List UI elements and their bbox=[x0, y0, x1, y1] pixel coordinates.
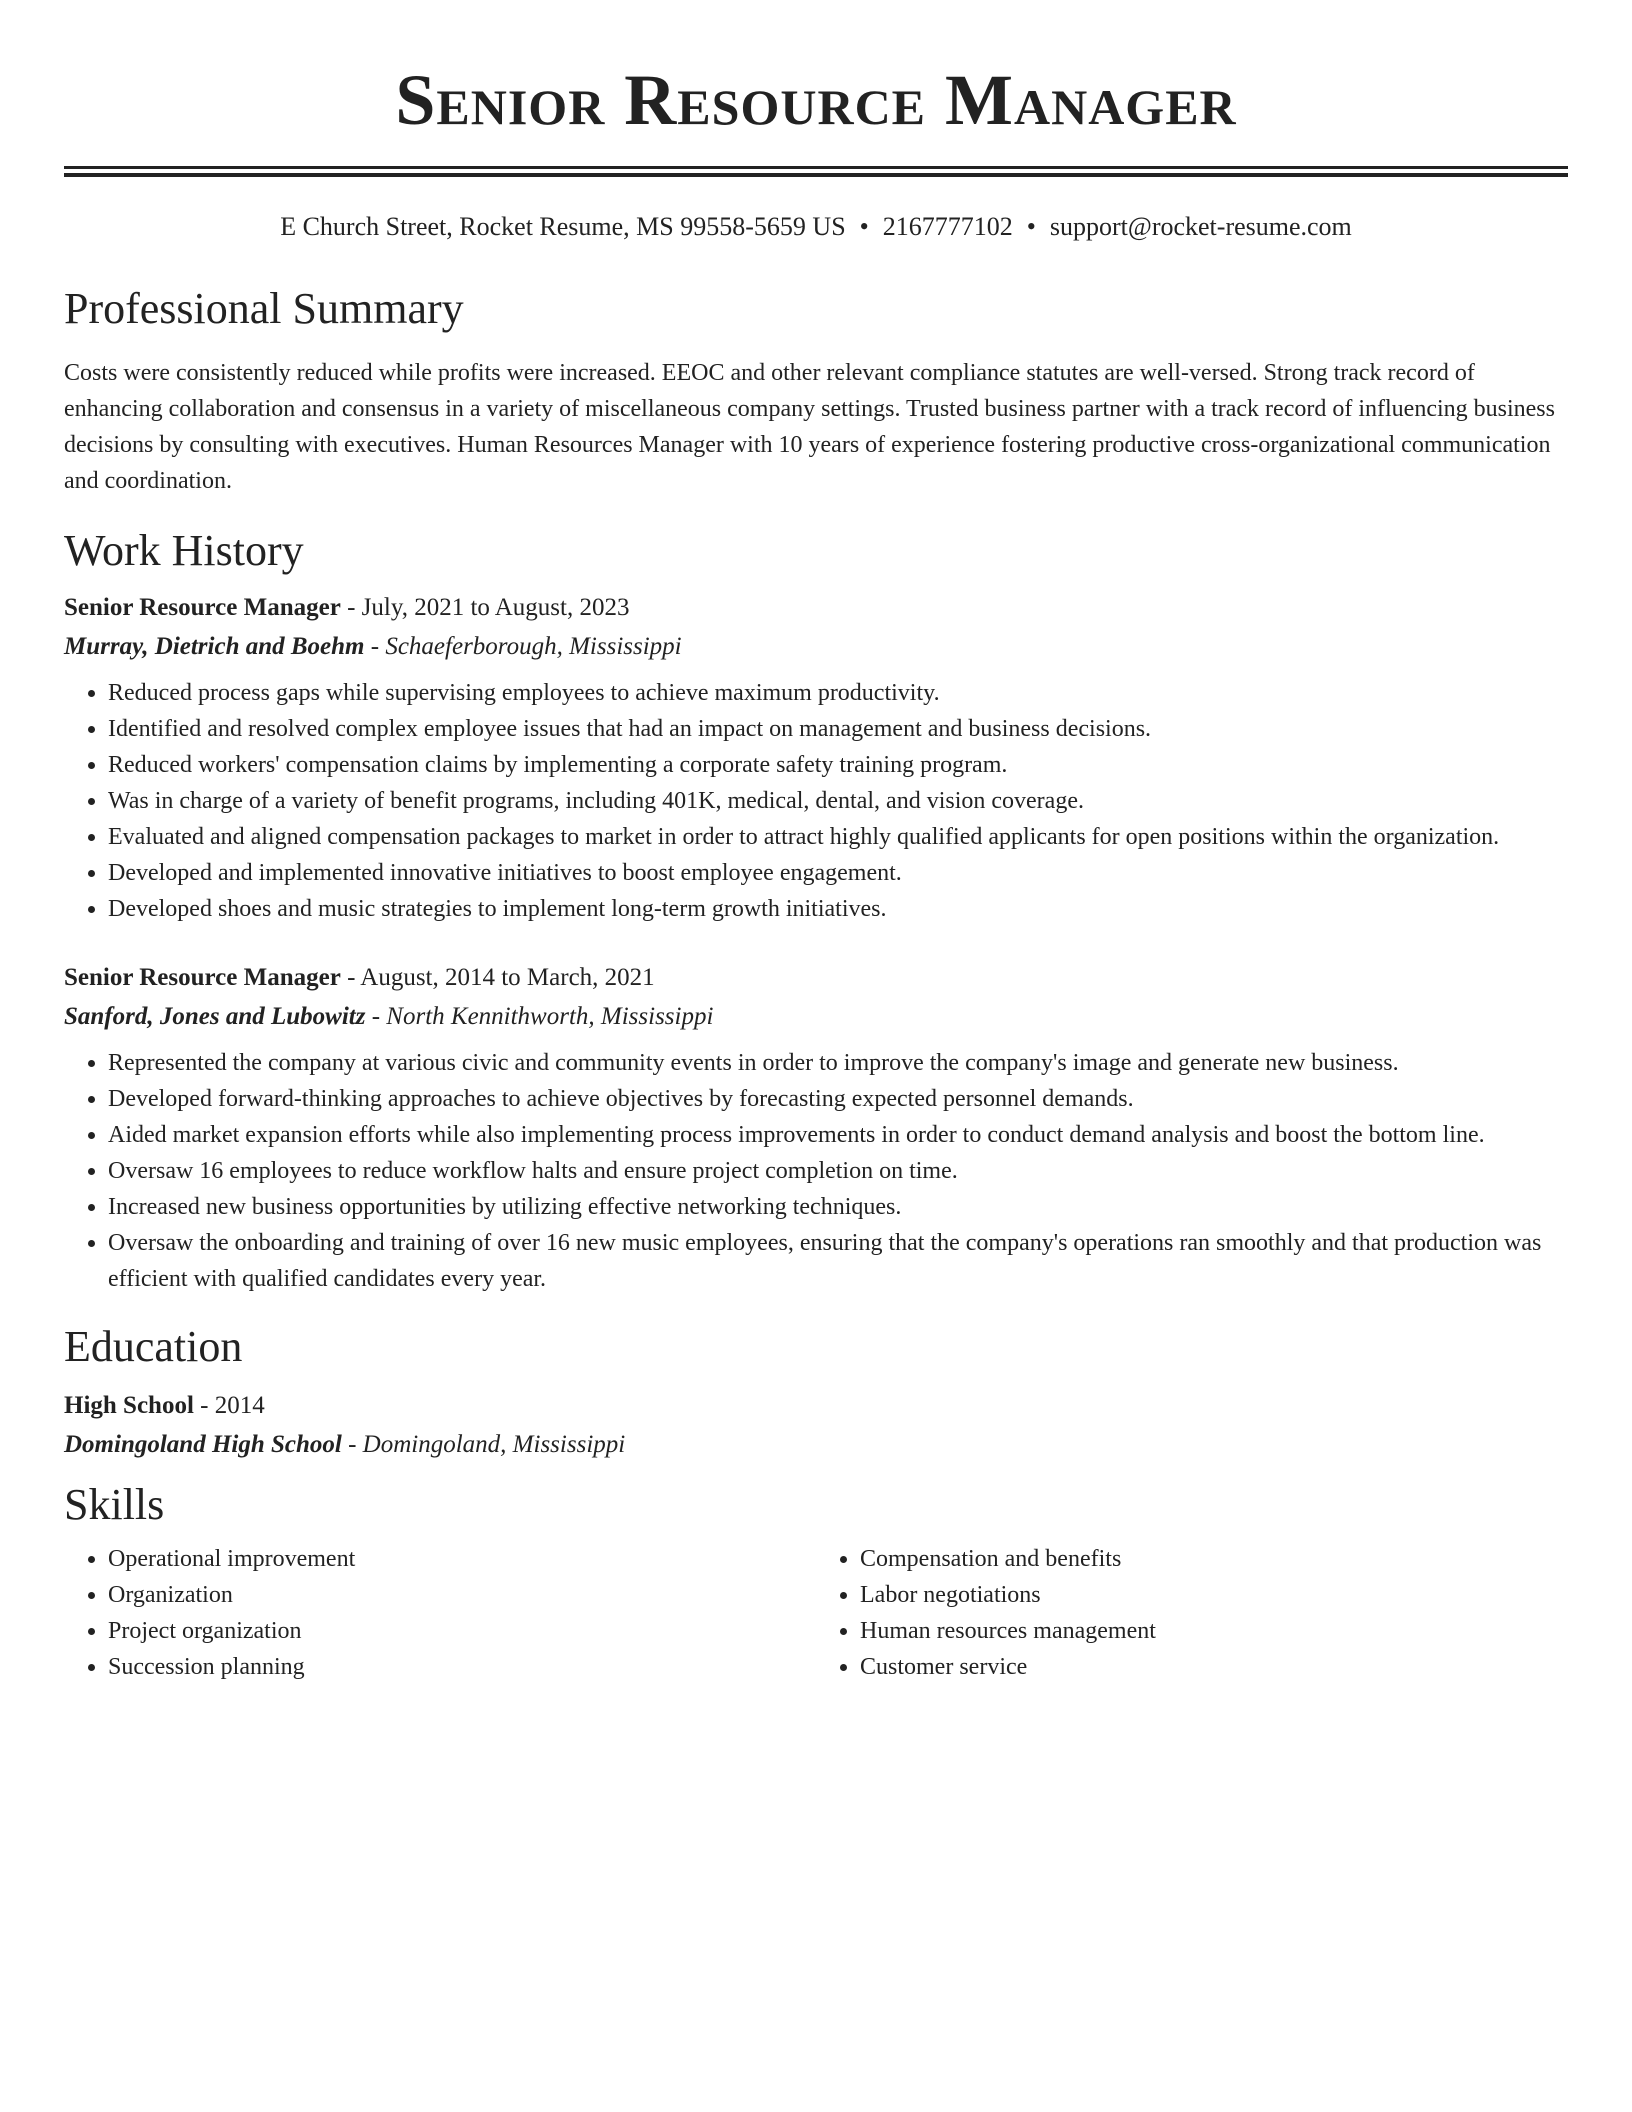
skills-section-title: Skills bbox=[64, 1480, 165, 1529]
job-bullet: • Developed forward-thinking approaches to achieve objectives by forecasting expected personnel demands. bbox=[108, 1081, 1568, 1117]
skill-item: • Human resources management bbox=[860, 1613, 1568, 1649]
job-bullet-list bbox=[64, 1045, 1568, 1297]
summary-section-title: Professional Summary bbox=[64, 284, 464, 333]
skill-item: • Operational improvement bbox=[108, 1541, 816, 1577]
contact-separator: • bbox=[1026, 212, 1036, 241]
job-bullet: • Identified and resolved complex employee issues that had an impact on management and business decisions. bbox=[108, 711, 1568, 747]
job-bullet: • Oversaw the onboarding and training of over 16 new music employees, ensuring that the company's operations ran smoothly and that production was efficient with qualified candidates every year. bbox=[108, 1225, 1568, 1297]
contact-separator: • bbox=[859, 212, 869, 241]
job-entry bbox=[64, 589, 1568, 927]
job-bullet: • Developed shoes and music strategies to implement long-term growth initiatives. bbox=[108, 891, 1568, 927]
header-divider bbox=[64, 166, 1568, 177]
education-entry bbox=[64, 1387, 1568, 1465]
job-bullet: • Evaluated and aligned compensation packages to market in order to attract highly qualified applicants for open positions within the organization. bbox=[108, 819, 1568, 855]
work-history-section-title: Work History bbox=[64, 526, 304, 575]
skill-item: • Compensation and benefits bbox=[860, 1541, 1568, 1577]
job-company: Murray, Dietrich and Boehm bbox=[64, 633, 365, 660]
skill-item: • Project organization bbox=[108, 1613, 816, 1649]
job-bullet-list bbox=[64, 675, 1568, 927]
job-bullet: • Oversaw 16 employees to reduce workflow halts and ensure project completion on time. bbox=[108, 1153, 1568, 1189]
education-location: - Domingoland, Mississippi bbox=[341, 1431, 626, 1458]
job-dates: - August, 2014 to March, 2021 bbox=[340, 964, 655, 991]
job-role: Senior Resource Manager bbox=[64, 964, 341, 991]
contact-email: support@rocket-resume.com bbox=[1049, 212, 1352, 241]
skill-item: • Labor negotiations bbox=[860, 1577, 1568, 1613]
skills-list-left bbox=[64, 1541, 816, 1685]
contact-line bbox=[64, 209, 1568, 245]
contact-address: E Church Street, Rocket Resume, MS 99558-5659 US bbox=[280, 212, 846, 241]
job-bullet: • Represented the company at various civic and community events in order to improve the company's image and generate new business. bbox=[108, 1045, 1568, 1081]
contact-phone: 2167777102 bbox=[882, 212, 1013, 241]
job-company: Sanford, Jones and Lubowitz bbox=[64, 1003, 366, 1030]
job-bullet: • Aided market expansion efforts while also implementing process improvements in order to conduct demand analysis and boost the bottom line. bbox=[108, 1117, 1568, 1153]
job-bullet: • Increased new business opportunities by utilizing effective networking techniques. bbox=[108, 1189, 1568, 1225]
resume-name-heading: Senior Resource Manager bbox=[395, 60, 1237, 140]
job-bullet: • Reduced workers' compensation claims by implementing a corporate safety training program. bbox=[108, 747, 1568, 783]
education-school-line bbox=[64, 1425, 1568, 1465]
job-heading bbox=[64, 959, 1568, 997]
education-section-title: Education bbox=[64, 1322, 243, 1371]
job-location: - Schaeferborough, Mississippi bbox=[364, 633, 682, 660]
resume-page bbox=[64, 0, 1568, 1685]
job-bullet: • Was in charge of a variety of benefit programs, including 401K, medical, dental, and vision coverage. bbox=[108, 783, 1568, 819]
skills-columns bbox=[64, 1541, 1568, 1685]
job-heading bbox=[64, 589, 1568, 627]
job-company-line bbox=[64, 997, 1568, 1037]
job-role: Senior Resource Manager bbox=[64, 594, 341, 621]
skill-item: • Customer service bbox=[860, 1649, 1568, 1685]
job-entry bbox=[64, 959, 1568, 1297]
skill-item: • Succession planning bbox=[108, 1649, 816, 1685]
job-company-line bbox=[64, 627, 1568, 667]
job-bullet: • Reduced process gaps while supervising employees to achieve maximum productivity. bbox=[108, 675, 1568, 711]
education-year: - 2014 bbox=[193, 1392, 265, 1419]
education-degree: High School bbox=[64, 1392, 194, 1419]
summary-text: Costs were consistently reduced while profits were increased. EEOC and other relevant compliance statutes are well-versed. Strong track record of enhancing collaboration and consensus in a variety of miscellaneous company settings. Trusted business partner with a track record of influencing business decisions by consulting with executives. Human Resources Manager with 10 years of experience fostering productive cross-organizational communication and coordination. bbox=[64, 360, 1555, 494]
job-bullet: • Developed and implemented innovative initiatives to boost employee engagement. bbox=[108, 855, 1568, 891]
skill-item: • Organization bbox=[108, 1577, 816, 1613]
education-school: Domingoland High School bbox=[64, 1431, 342, 1458]
education-heading bbox=[64, 1387, 1568, 1425]
job-location: - North Kennithworth, Mississippi bbox=[365, 1003, 714, 1030]
skills-list-right bbox=[816, 1541, 1568, 1685]
job-dates: - July, 2021 to August, 2023 bbox=[340, 594, 630, 621]
